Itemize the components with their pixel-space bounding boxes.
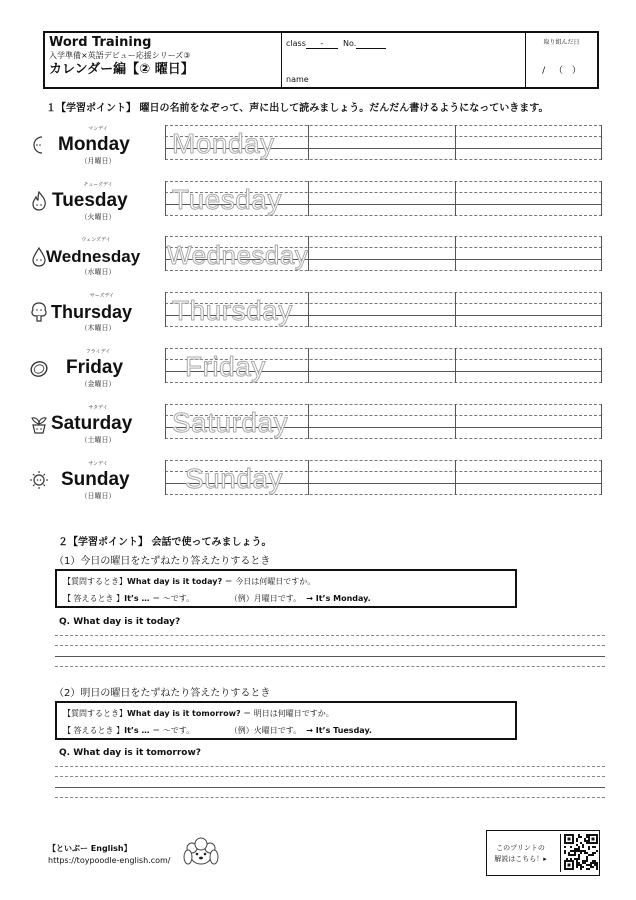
part1-subheading: （1）今日の曜日をたずねたり答えたりするとき	[54, 556, 271, 567]
student-info	[282, 33, 526, 87]
sprout-pot-icon	[30, 414, 48, 434]
crescent-moon-icon	[30, 135, 48, 155]
day-jp-label: （火曜日）	[80, 213, 116, 221]
day-jp-label: （水曜日）	[80, 268, 116, 276]
tracing-box[interactable]	[165, 125, 602, 160]
part2-subheading: （2）明日の曜日をたずねたり答えたりするとき	[54, 688, 271, 699]
tracing-box[interactable]	[165, 236, 602, 271]
part1-question: Q. What day is it today?	[59, 617, 181, 627]
trace-word: Sunday	[185, 463, 283, 494]
day-name: Tuesday	[52, 190, 128, 211]
part1-example-box: 【質問するとき】What day is it today? ＝ 今日は何曜日ですか。 【 答えるとき 】It’s … ＝ ～です。 （例）月曜日です。 → It’s Monday.	[55, 569, 517, 608]
trace-word: Friday	[185, 351, 266, 382]
part1-answer-lines[interactable]	[55, 635, 605, 667]
day-ruby: マンデイ	[88, 126, 108, 132]
day-ruby: サーズデイ	[89, 293, 115, 299]
title-block	[45, 33, 282, 87]
day-row-thursday	[0, 292, 636, 348]
day-jp-label: （土曜日）	[80, 436, 116, 444]
day-row-saturday	[0, 404, 636, 460]
date-field[interactable]: / （ ）	[542, 66, 581, 76]
tracing-box[interactable]	[165, 460, 602, 495]
trace-word: Wednesday	[167, 240, 309, 270]
tracing-box[interactable]	[165, 292, 602, 327]
day-row-sunday	[0, 460, 636, 516]
part2-example-box: 【質問するとき】What day is it tomorrow? ＝ 明日は何曜日ですか。 【 答えるとき 】It’s … ＝ ～です。 （例）火曜日です。 → It’s Tuesday.	[55, 701, 517, 740]
day-ruby: チューズデイ	[83, 182, 113, 188]
day-row-tuesday	[0, 181, 636, 237]
day-name: Saturday	[51, 413, 133, 434]
day-jp-label: （日曜日）	[80, 492, 116, 500]
day-name: Monday	[58, 134, 130, 155]
fire-icon	[30, 191, 48, 211]
date-block	[526, 33, 597, 87]
day-ruby: フライデイ	[85, 349, 111, 355]
class-sep: -	[306, 39, 338, 49]
day-row-wednesday	[0, 236, 636, 292]
section1-heading: １【学習ポイント】 曜日の名前をなぞって、声に出して読みましょう。だんだん書けるようになっていきます。	[46, 103, 549, 114]
day-jp-label: （木曜日）	[80, 324, 116, 332]
poodle-icon	[181, 836, 221, 870]
day-ruby: ウェンズデイ	[81, 237, 111, 243]
day-name: Wednesday	[46, 247, 141, 266]
brand-name: 【といぷー English】	[48, 844, 132, 853]
day-jp-label: （月曜日）	[80, 157, 116, 165]
day-jp-label: （金曜日）	[80, 380, 116, 388]
trace-word: Monday	[172, 128, 275, 159]
day-ruby: サンデイ	[88, 461, 108, 467]
tracing-box[interactable]	[165, 348, 602, 383]
day-row-monday	[0, 125, 636, 181]
trace-word: Saturday	[172, 407, 289, 438]
trace-word: Thursday	[172, 295, 293, 326]
explanation-link-box[interactable]: このプリントの 解説はこちら！▸	[486, 830, 600, 876]
section2-heading: ２【学習ポイント】 会話で使ってみましょう。	[58, 537, 272, 548]
unit-title: カレンダー編【② 曜日】	[49, 62, 194, 77]
worksheet-title: Word Training	[49, 35, 152, 50]
day-name: Sunday	[61, 469, 130, 490]
tracing-box[interactable]	[165, 404, 602, 439]
tracing-box[interactable]	[165, 181, 602, 216]
coin-icon	[30, 358, 48, 378]
date-label: 取り組んだ日	[543, 39, 580, 46]
trace-word: Tuesday	[172, 184, 282, 215]
class-number-field[interactable]: class - No.	[286, 39, 386, 49]
worksheet-header	[43, 31, 599, 89]
sun-icon	[30, 470, 48, 490]
part2-question: Q. What day is it tomorrow?	[59, 748, 202, 758]
qr-code-icon[interactable]	[560, 834, 598, 872]
tree-icon	[30, 302, 48, 322]
site-url[interactable]: https://toypoodle-english.com/	[48, 856, 171, 865]
day-row-friday	[0, 348, 636, 404]
part2-answer-lines[interactable]	[55, 766, 605, 798]
day-name: Friday	[66, 357, 124, 378]
name-field[interactable]: name	[286, 75, 309, 84]
day-name: Thursday	[51, 302, 133, 322]
day-ruby: サタデイ	[88, 405, 108, 411]
series-subtitle: 入学準備×英語デビュー応援シリーズ③	[49, 51, 191, 60]
